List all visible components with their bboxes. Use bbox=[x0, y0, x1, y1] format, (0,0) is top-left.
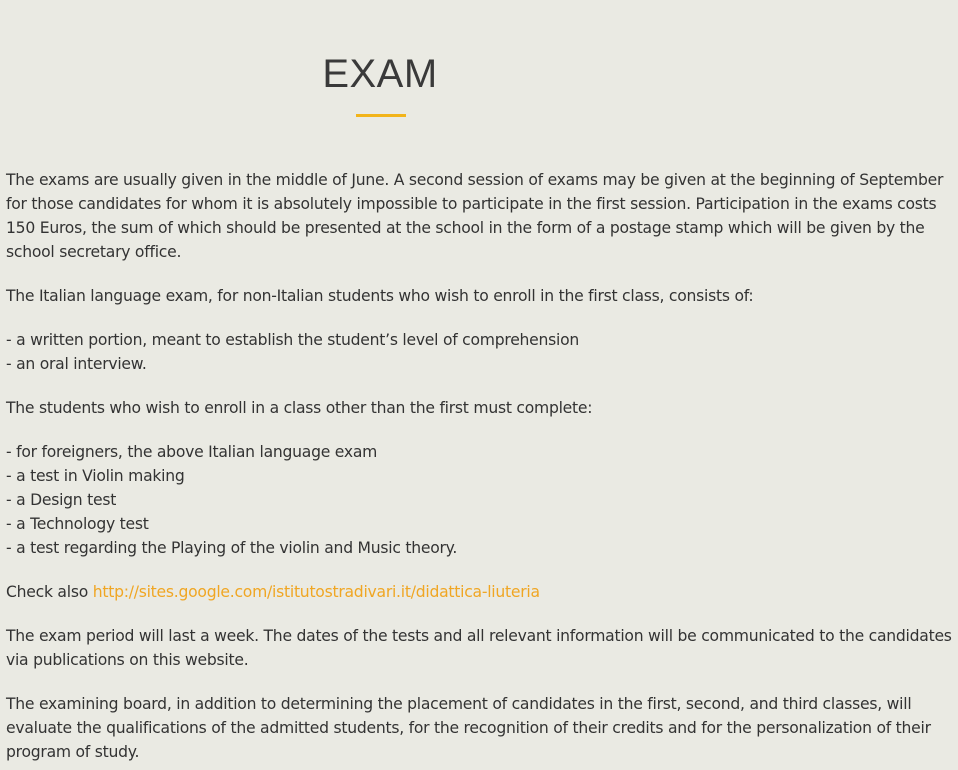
check-also-label: Check also bbox=[6, 583, 88, 601]
check-also-paragraph bbox=[6, 580, 952, 604]
list-item: - a test in Violin making bbox=[6, 467, 185, 485]
didattica-liuteria-link[interactable]: http://sites.google.com/istitutostradivari.it/didattica-liuteria bbox=[92, 583, 540, 601]
list-item: - a Technology test bbox=[6, 515, 149, 533]
list-item: - a Design test bbox=[6, 491, 117, 509]
list-item: - for foreigners, the above Italian language exam bbox=[6, 443, 378, 461]
exam-period-paragraph: The exam period will last a week. The dates of the tests and all relevant information will be communicated to the candidates via publications on this website. bbox=[6, 627, 952, 669]
page-title: EXAM bbox=[322, 52, 438, 96]
intro-paragraph: The exams are usually given in the middle of June. A second session of exams may be given at the beginning of September for those candidates for whom it is absolutely impossible to participate in the first session. Participation in the exams costs 150 Euros, the sum of which should be presented at the school in the form of a postage stamp which will be given by the school secretary office. bbox=[6, 171, 944, 261]
title-block bbox=[230, 46, 530, 102]
other-class-paragraph: The students who wish to enroll in a class other than the first must complete: bbox=[6, 399, 593, 417]
italian-exam-paragraph: The Italian language exam, for non-Italian students who wish to enroll in the first class, consists of: bbox=[6, 287, 754, 305]
other-class-list bbox=[6, 440, 952, 560]
list-item: - an oral interview. bbox=[6, 355, 147, 373]
italian-exam-list bbox=[6, 328, 952, 376]
main-content bbox=[6, 168, 952, 770]
title-underline bbox=[356, 114, 406, 117]
list-item: - a test regarding the Playing of the violin and Music theory. bbox=[6, 539, 458, 557]
examining-board-paragraph: The examining board, in addition to determining the placement of candidates in the first, second, and third classes, will evaluate the qualifications of the admitted students, for the recognition of their credits and for the personalization of their program of study. bbox=[6, 695, 931, 761]
list-item: - a written portion, meant to establish the student’s level of comprehension bbox=[6, 331, 580, 349]
